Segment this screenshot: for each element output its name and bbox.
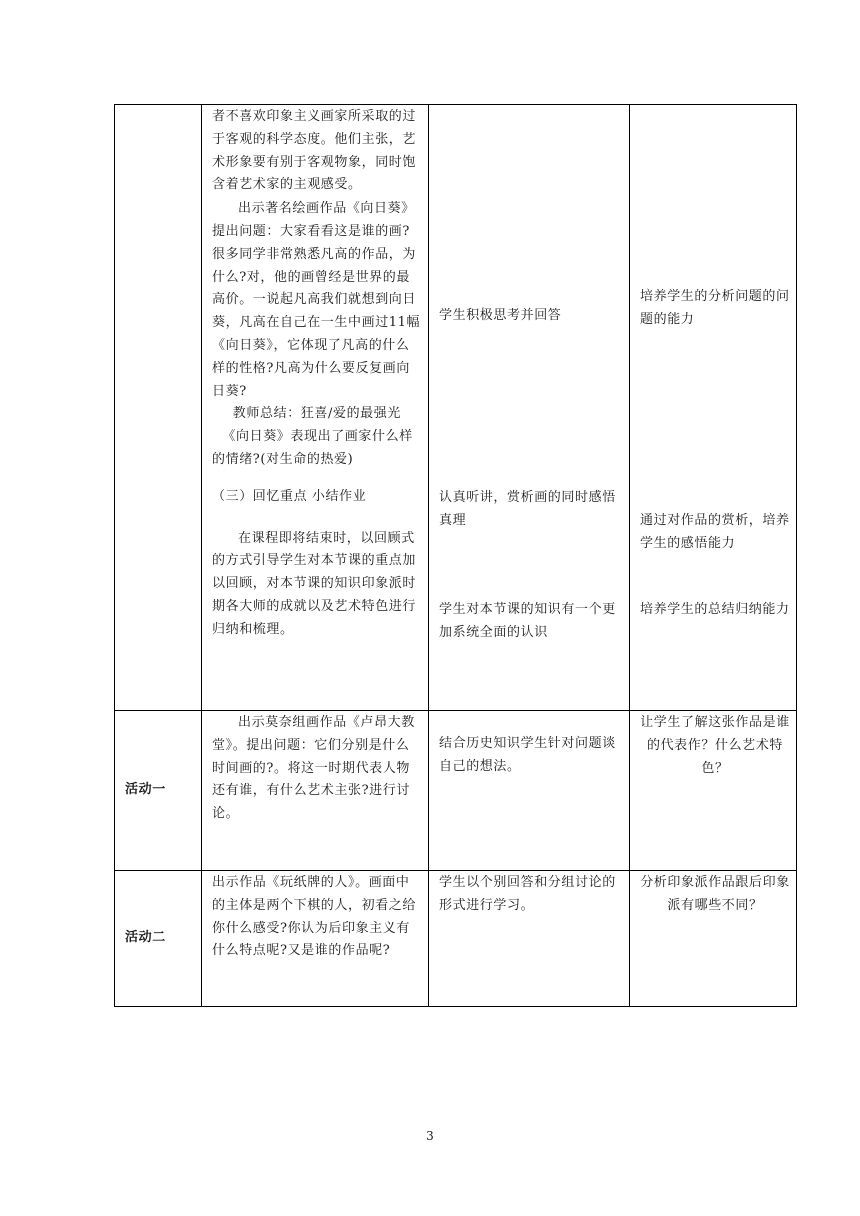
row2-purpose-text: 让学生了解这张作品是谁的代表作？什么艺术特色？ bbox=[640, 715, 790, 776]
row3-activity-label: 活动二 bbox=[115, 871, 202, 1007]
row2-purpose-cell bbox=[630, 711, 797, 871]
row2-teacher-activity-cell bbox=[202, 711, 429, 871]
row3-teacher-text: 出示作品《玩纸牌的人》。画面中的主体是两个下棋的人，初看之给你什么感受?你认为后印象主义有什么特点呢?又是谁的作品呢? bbox=[212, 875, 417, 959]
row3-student-text: 学生以个别回答和分组讨论的形式进行学习。 bbox=[439, 875, 616, 913]
row1-purpose-paragraph-3: 培养学生的总结归纳能力 bbox=[640, 602, 790, 617]
row3-teacher-activity-cell bbox=[202, 871, 429, 1007]
row2-activity-label: 活动一 bbox=[115, 711, 202, 871]
row3-purpose-cell bbox=[630, 871, 797, 1007]
row1-label-cell bbox=[115, 105, 202, 711]
table-row bbox=[115, 871, 797, 1007]
row1-purpose-cell bbox=[630, 105, 797, 711]
row2-teacher-text: 出示莫奈组画作品《卢昂大教堂》。提出问题：它们分别是什么时间画的?。将这一时期代表人物还有谁，有什么艺术主张?进行讨论。 bbox=[212, 715, 415, 822]
row1-teacher-paragraph-6: 在课程即将结束时，以回顾式的方式引导学生对本节课的重点加以回顾，对本节课的知识印象派时期各大师的成就以及艺术特色进行归纳和梳理。 bbox=[212, 530, 417, 637]
row1-purpose-paragraph-2: 通过对作品的赏析，培养学生的感悟能力 bbox=[640, 513, 790, 551]
row1-teacher-paragraph-2: 出示著名绘画作品《向日葵》提出问题：大家看看这是谁的画?很多同学非常熟悉凡高的作品，为什么?对，他的画曾经是世界的最高价。一说起凡高我们就想到向日葵，凡高在自己在一生中画过11幅《向日葵》，它体现了凡高的什么样的性格?凡高为什么要反复画向日葵? bbox=[212, 201, 421, 399]
row1-student-paragraph-1: 学生积极思考并回答 bbox=[439, 308, 562, 323]
row1-teacher-paragraph-3: 教师总结：狂喜/爱的最强光 bbox=[232, 406, 401, 422]
row1-student-activity-cell bbox=[429, 105, 630, 711]
row1-teacher-paragraph-4: 《向日葵》表现出了画家什么样的情绪?(对生命的热爱) bbox=[212, 429, 413, 467]
row1-teacher-paragraph-1: 者不喜欢印象主义画家所采取的过于客观的科学态度。他们主张，艺术形象要有别于客观物象，同时饱含着艺术家的主观感受。 bbox=[212, 109, 417, 193]
row2-student-activity-cell bbox=[429, 711, 630, 871]
table-row bbox=[115, 105, 797, 711]
row2-student-text: 结合历史知识学生针对问题谈自己的想法。 bbox=[439, 736, 616, 774]
lesson-plan-table bbox=[114, 104, 797, 1007]
row3-student-activity-cell bbox=[429, 871, 630, 1007]
row1-teacher-paragraph-5: （三）回忆重点 小结作业 bbox=[212, 488, 367, 504]
row1-student-paragraph-2: 认真听讲，赏析画的同时感悟真理 bbox=[439, 490, 616, 528]
row1-teacher-activity-cell bbox=[202, 105, 429, 711]
table-row bbox=[115, 711, 797, 871]
row3-purpose-text: 分析印象派作品跟后印象派有哪些不同？ bbox=[640, 875, 790, 913]
row1-student-paragraph-3: 学生对本节课的知识有一个更加系统全面的认识 bbox=[439, 602, 616, 640]
row1-purpose-paragraph-1: 培养学生的分析问题的问题的能力 bbox=[640, 289, 790, 327]
page-number: 3 bbox=[426, 1129, 434, 1143]
